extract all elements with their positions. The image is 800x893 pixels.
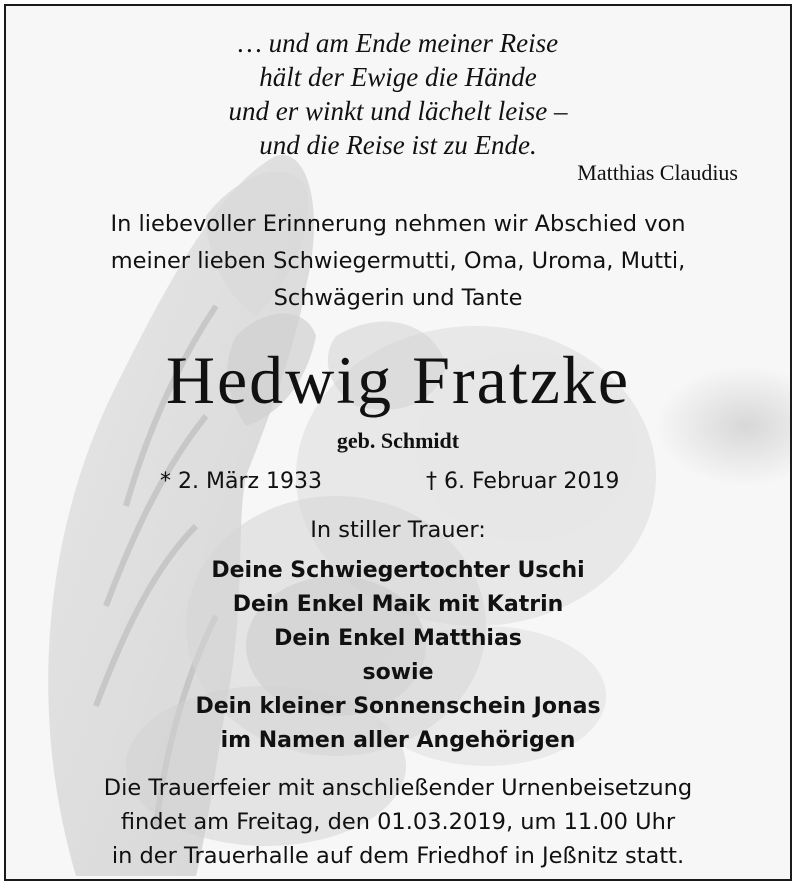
intro-line: Schwägerin und Tante — [273, 285, 523, 311]
funeral-line: Die Trauerfeier mit anschließender Urnenbeisetzung — [103, 775, 693, 801]
poem-line: … und am Ende meiner Reise — [237, 28, 559, 58]
mourning-intro: In stiller Trauer: — [310, 517, 486, 543]
poem — [6, 26, 790, 162]
farewell-intro — [6, 206, 790, 317]
funeral-line: findet am Freitag, den 01.03.2019, um 11.00 Uhr — [120, 809, 676, 835]
poem-line: und er winkt und lächelt leise – — [228, 96, 568, 126]
mourner-line: sowie — [362, 660, 434, 685]
deceased-name: Hedwig Fratzke — [165, 342, 631, 418]
funeral-details — [6, 771, 790, 873]
funeral-line: in der Trauerhalle auf dem Friedhof in Jeßnitz statt. — [111, 843, 685, 869]
mourners-list — [6, 554, 790, 758]
death-date: † 6. Februar 2019 — [426, 469, 620, 494]
poem-line: und die Reise ist zu Ende. — [259, 130, 537, 160]
mourner-line: Dein Enkel Matthias — [274, 626, 522, 651]
intro-line: In liebevoller Erinnerung nehmen wir Abschied von — [110, 211, 686, 237]
mourner-line: Deine Schwiegertochter Uschi — [211, 558, 585, 583]
poem-author: Matthias Claudius — [577, 160, 738, 185]
poem-line: hält der Ewige die Hände — [259, 62, 537, 92]
obituary-notice — [4, 4, 792, 881]
maiden-name: geb. Schmidt — [336, 428, 460, 453]
intro-line: meiner lieben Schwiegermutti, Oma, Uroma, Mutti, — [110, 248, 686, 274]
birth-date: * 2. März 1933 — [160, 469, 323, 494]
mourner-line: im Namen aller Angehörigen — [220, 728, 576, 753]
mourner-line: Dein kleiner Sonnenschein Jonas — [195, 694, 601, 719]
mourner-line: Dein Enkel Maik mit Katrin — [232, 592, 564, 617]
